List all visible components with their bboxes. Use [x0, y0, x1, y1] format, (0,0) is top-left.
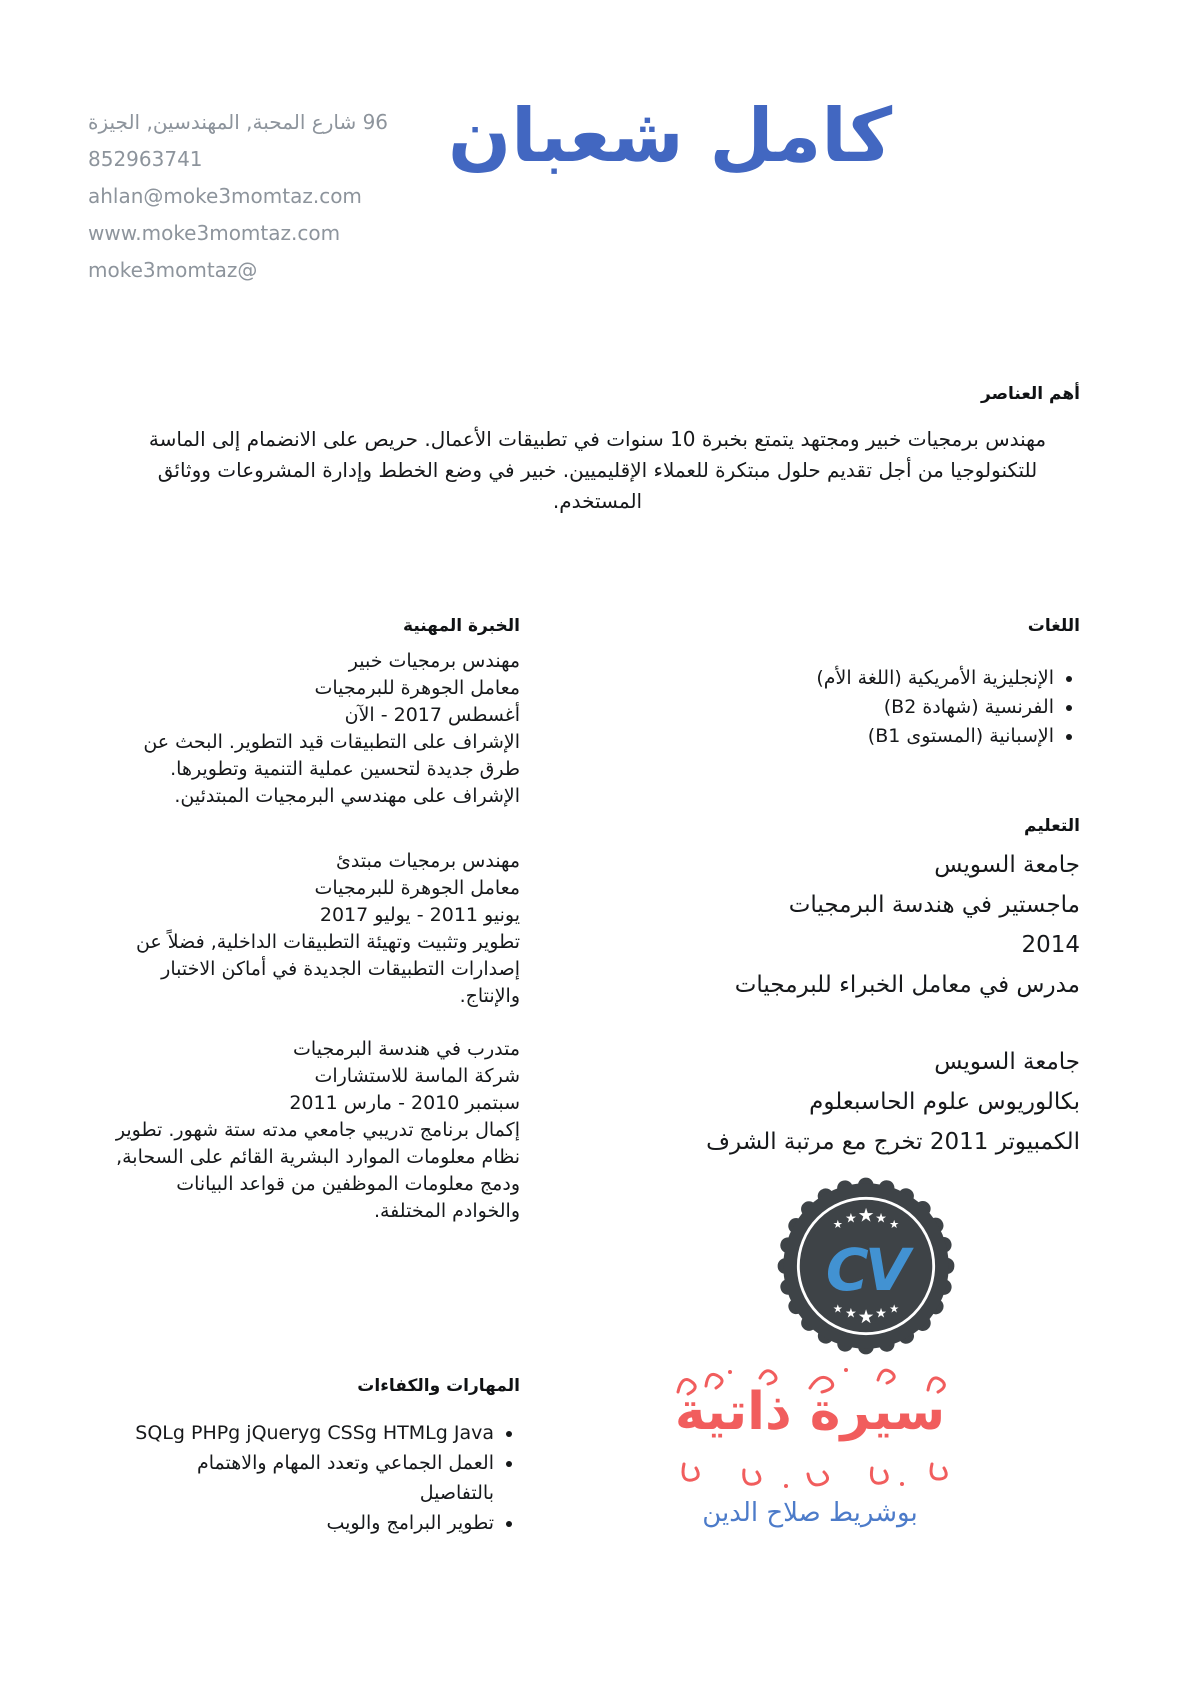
job-company: شركة الماسة للاستشارات: [314, 1065, 520, 1087]
job-description: الإشراف على التطبيقات قيد التطوير. البحث عن طرق جديدة لتحسين عملية التنمية وتطويرها. الإشراف على مهندسي البرمجيات المبتدئين.: [143, 731, 520, 807]
education-entry: [600, 1042, 1080, 1162]
education-year: 2014: [1021, 932, 1080, 958]
job-dates: أغسطس 2017 - الآن: [344, 704, 520, 726]
star-icon: ★: [857, 1205, 875, 1227]
job-title: مهندس برمجيات مبتدئ: [335, 850, 520, 872]
education-degree: ماجستير في هندسة البرمجيات: [788, 892, 1080, 918]
brand-calligraphy: [640, 1362, 980, 1494]
job-entry: [115, 1036, 520, 1225]
section-heading-education: التعليم: [1024, 816, 1080, 836]
education-note: مدرس في معامل الخبراء للبرمجيات: [734, 972, 1080, 998]
job-company: معامل الجوهرة للبرمجيات: [314, 677, 520, 699]
person-name: كامل شعبان: [448, 93, 893, 179]
star-icon: ★: [889, 1302, 900, 1316]
star-icon: ★: [832, 1218, 843, 1232]
star-icon: ★: [845, 1306, 857, 1322]
contact-website: www.moke3momtaz.com: [88, 221, 341, 245]
job-dates: يونيو 2011 - يوليو 2017: [319, 904, 520, 926]
star-icon: ★: [875, 1306, 887, 1322]
skills-list: [115, 1418, 520, 1538]
section-heading-experience: الخبرة المهنية: [403, 616, 520, 636]
contact-email: ahlan@moke3momtaz.com: [88, 184, 362, 208]
language-item: • الإسبانية (المستوى B1): [600, 722, 1054, 751]
star-icon: ★: [889, 1218, 900, 1232]
education-note: الكمبيوتر 2011 تخرج مع مرتبة الشرف: [706, 1129, 1080, 1155]
star-icon: ★: [832, 1302, 843, 1316]
education-degree: بكالوريوس علوم الحاسبعلوم: [809, 1089, 1080, 1115]
language-item: • الإنجليزية الأمريكية (اللغة الأم): [600, 664, 1054, 693]
contact-address: 96 شارع المحبة, المهندسين, الجيزة: [88, 110, 389, 134]
brand-calligraphy-text: سيرة ذاتية: [674, 1382, 946, 1442]
job-dates: سبتمبر 2010 - مارس 2011: [289, 1092, 520, 1114]
job-description: إكمال برنامج تدريبي جامعي مدته ستة شهور. تطوير نظام معلومات الموارد البشرية القائم على السحابة, ودمج معلومات الموظفين من قواعد البيانات والخوادم المختلفة.: [115, 1119, 520, 1222]
section-heading-skills: المهارات والكفاءات: [357, 1376, 520, 1396]
languages-list: [600, 664, 1080, 751]
skill-item: • العمل الجماعي وتعدد المهام والاهتمام بالتفاصيل: [115, 1448, 494, 1508]
cv-badge-logo: [772, 1172, 960, 1360]
education-entry: [600, 845, 1080, 1005]
job-title: متدرب في هندسة البرمجيات: [293, 1038, 520, 1060]
education-school: جامعة السويس: [934, 1049, 1080, 1075]
section-heading-languages: اللغات: [1027, 616, 1080, 636]
contact-block: [88, 104, 508, 289]
star-icon: ★: [845, 1211, 857, 1227]
skill-item: • تطوير البرامج والويب: [115, 1508, 494, 1538]
job-description: تطوير وتثبيت وتهيئة التطبيقات الداخلية, فضلاً عن إصدارات التطبيقات الجديدة في أماكن الاختبار والإنتاج.: [135, 931, 520, 1007]
cv-badge-icon: [772, 1172, 960, 1360]
summary-text: مهندس برمجيات خبير ومجتهد يتمتع بخبرة 10 سنوات في تطبيقات الأعمال. حريص على الانضمام إلى الماسة للتكنولوجيا من أجل تقديم حلول مبتكرة للعملاء الإقليميين. خبير في وضع الخطط وإدارة المشروعات ووثائق المستخدم.: [148, 427, 1047, 513]
job-title: مهندس برمجيات خبير: [348, 650, 520, 672]
star-icon: ★: [857, 1307, 875, 1329]
education-school: جامعة السويس: [934, 852, 1080, 878]
job-company: معامل الجوهرة للبرمجيات: [314, 877, 520, 899]
language-item: • الفرنسية (شهادة B2): [600, 693, 1054, 722]
job-entry: [115, 648, 520, 810]
brand-byline: بوشريط صلاح الدين: [702, 1498, 918, 1528]
contact-social: moke3momtaz@: [88, 258, 258, 282]
badge-monogram: CV: [825, 1235, 907, 1304]
contact-phone: 852963741: [88, 147, 203, 171]
star-icon: ★: [875, 1211, 887, 1227]
section-heading-summary: أهم العناصر: [981, 384, 1080, 404]
job-entry: [115, 848, 520, 1010]
skill-item: • SQLg PHPg jQueryg CSSg HTMLg Java: [115, 1418, 494, 1448]
